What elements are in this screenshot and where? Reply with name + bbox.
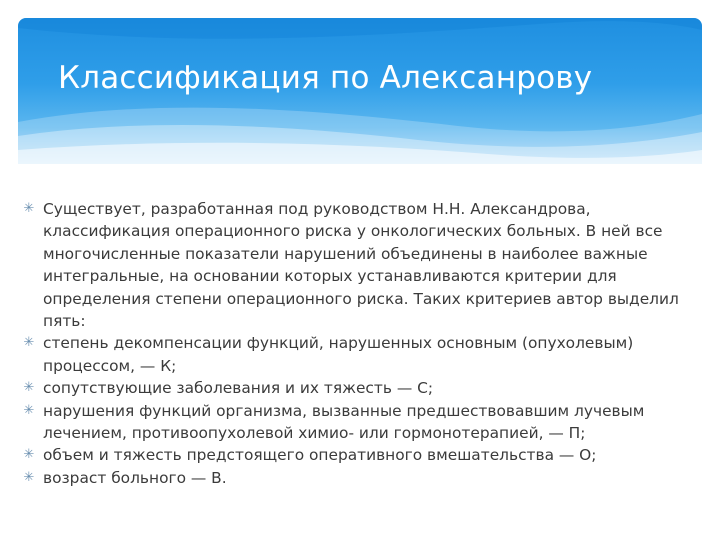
- list-item: [22, 444, 682, 466]
- asterisk-bullet-icon: ✳: [23, 447, 35, 463]
- list-item-text: объем и тяжесть предстоящего оперативного вмешательства — О;: [43, 446, 597, 465]
- asterisk-bullet-icon: ✳: [23, 201, 35, 216]
- list-item: [22, 467, 682, 489]
- list-item: [22, 198, 682, 332]
- bullet-list: [22, 198, 682, 489]
- asterisk-bullet-icon: ✳: [23, 335, 35, 351]
- list-item: [22, 400, 682, 445]
- title-banner: [18, 18, 702, 164]
- asterisk-bullet-icon: ✳: [23, 402, 35, 418]
- slide-title: Классификация по Алексанрову: [58, 60, 593, 96]
- asterisk-bullet-icon: ✳: [23, 469, 35, 485]
- list-item-text: нарушения функций организма, вызванные предшествовавшим лучевым лечением, противоопухолевой химио- или гормонотерапией, — П;: [43, 401, 645, 443]
- list-item-text: сопутствующие заболевания и их тяжесть — С;: [43, 379, 434, 398]
- list-item-text: Существует, разработанная под руководством Н.Н. Александрова, классификация операционного риска у онкологических больных. В ней все многочисленные показатели нарушений объединены в наиболее важные интегральные, на основании которых устанавливаются критерии для определения степени операционного риска. Таких критериев автор выделил пять:: [43, 200, 679, 331]
- list-item-text: степень декомпенсации функций, нарушенных основным (опухолевым) процессом, — К;: [43, 334, 634, 375]
- list-item: [22, 377, 682, 399]
- list-item-text: возраст больного — В.: [43, 468, 227, 487]
- list-item: [22, 332, 682, 377]
- asterisk-bullet-icon: ✳: [23, 380, 35, 396]
